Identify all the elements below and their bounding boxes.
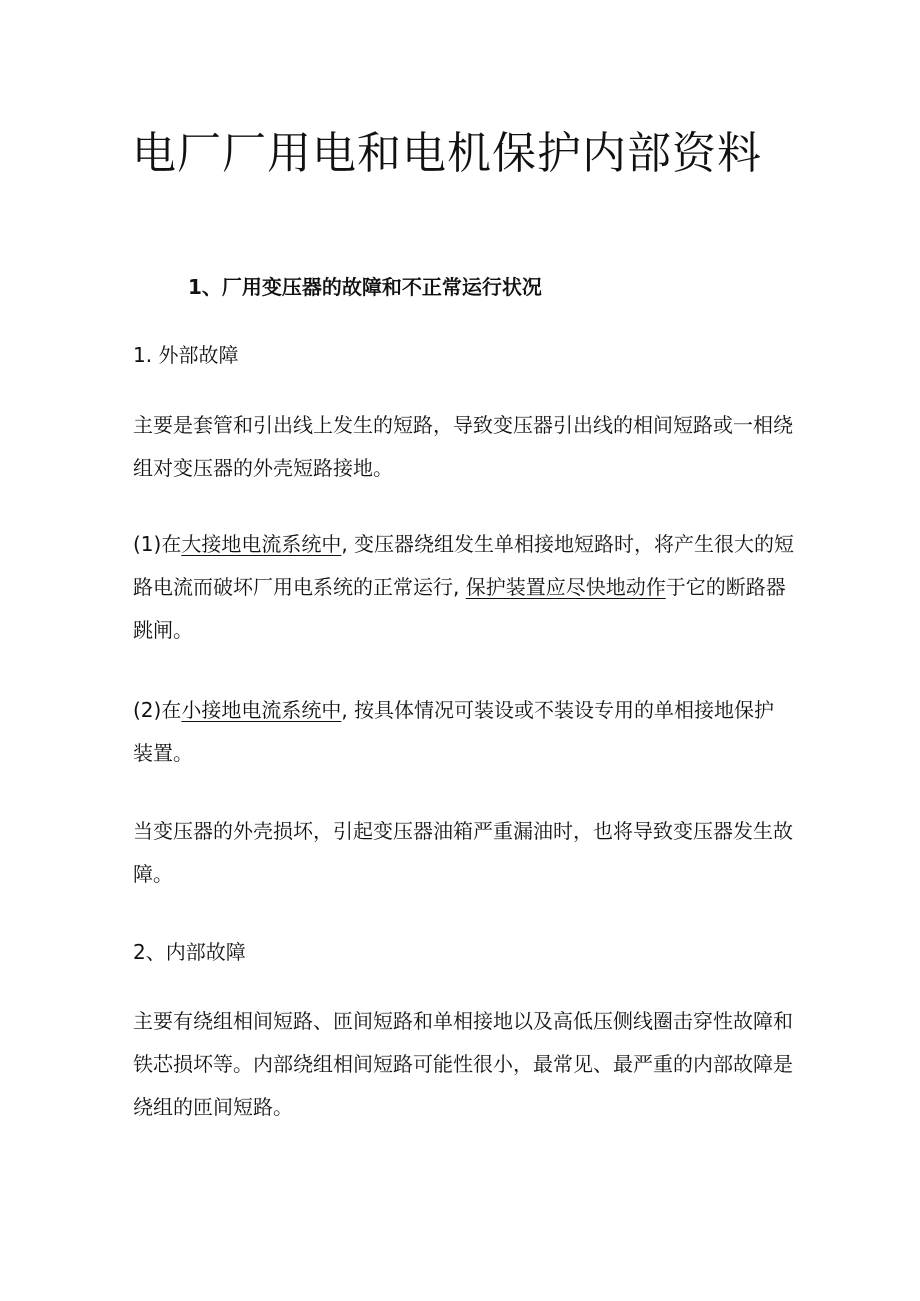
link-small-ground-current-system[interactable]: 小接地电流系统中	[181, 698, 342, 722]
item-prefix: (1)在	[133, 532, 182, 556]
subheading-internal-fault	[133, 931, 793, 974]
subheading-external-fault	[133, 334, 793, 377]
paragraph-line: 铁芯损坏等。内部绕组相间短路可能性很小，最常见、最严重的内部故障是	[133, 1052, 793, 1076]
link-large-ground-current-system[interactable]: 大接地电流系统中	[181, 532, 342, 556]
subheading-external-text: 1. 外部故障	[133, 343, 239, 367]
page-title: 电厂厂用电和电机保护内部资料	[132, 128, 762, 179]
paragraph-line	[133, 566, 793, 609]
paragraph-line: 组对变压器的外壳短路接地。	[133, 456, 393, 480]
paragraph-internal-fault	[133, 1000, 793, 1129]
paragraph-shell-damage	[133, 810, 793, 896]
section-heading: 1、厂用变压器的故障和不正常运行状况	[188, 275, 542, 299]
item-text: 路电流而破坏厂用电系统的正常运行,	[133, 575, 466, 599]
item-prefix: (2)在	[133, 698, 182, 722]
subheading-internal-text: 2、内部故障	[133, 940, 246, 964]
paragraph-line: 主要有绕组相间短路、匝间短路和单相接地以及高低压侧线圈击穿性故障和	[133, 1009, 793, 1033]
paragraph-item-2	[133, 689, 793, 775]
item-text: 于它的断路器	[665, 575, 786, 599]
paragraph-line: 绕组的匝间短路。	[133, 1095, 293, 1119]
paragraph-line	[133, 689, 793, 732]
paragraph-item-1	[133, 523, 793, 652]
paragraph-external-fault	[133, 404, 793, 490]
paragraph-line: 当变压器的外壳损坏，引起变压器油箱严重漏油时，也将导致变压器发生故	[133, 819, 793, 843]
paragraph-line: 装置。	[133, 741, 193, 765]
item-text: , 按具体情况可装设或不装设专用的单相接地保护	[341, 698, 775, 722]
paragraph-line: 跳闸。	[133, 618, 193, 642]
link-protection-device-action[interactable]: 保护装置应尽快地动作	[465, 575, 666, 599]
paragraph-line: 障。	[133, 862, 173, 886]
paragraph-line: 主要是套管和引出线上发生的短路，导致变压器引出线的相间短路或一相绕	[133, 413, 793, 437]
item-text: , 变压器绕组发生单相接地短路时，将产生很大的短	[341, 532, 795, 556]
paragraph-line	[133, 523, 793, 566]
